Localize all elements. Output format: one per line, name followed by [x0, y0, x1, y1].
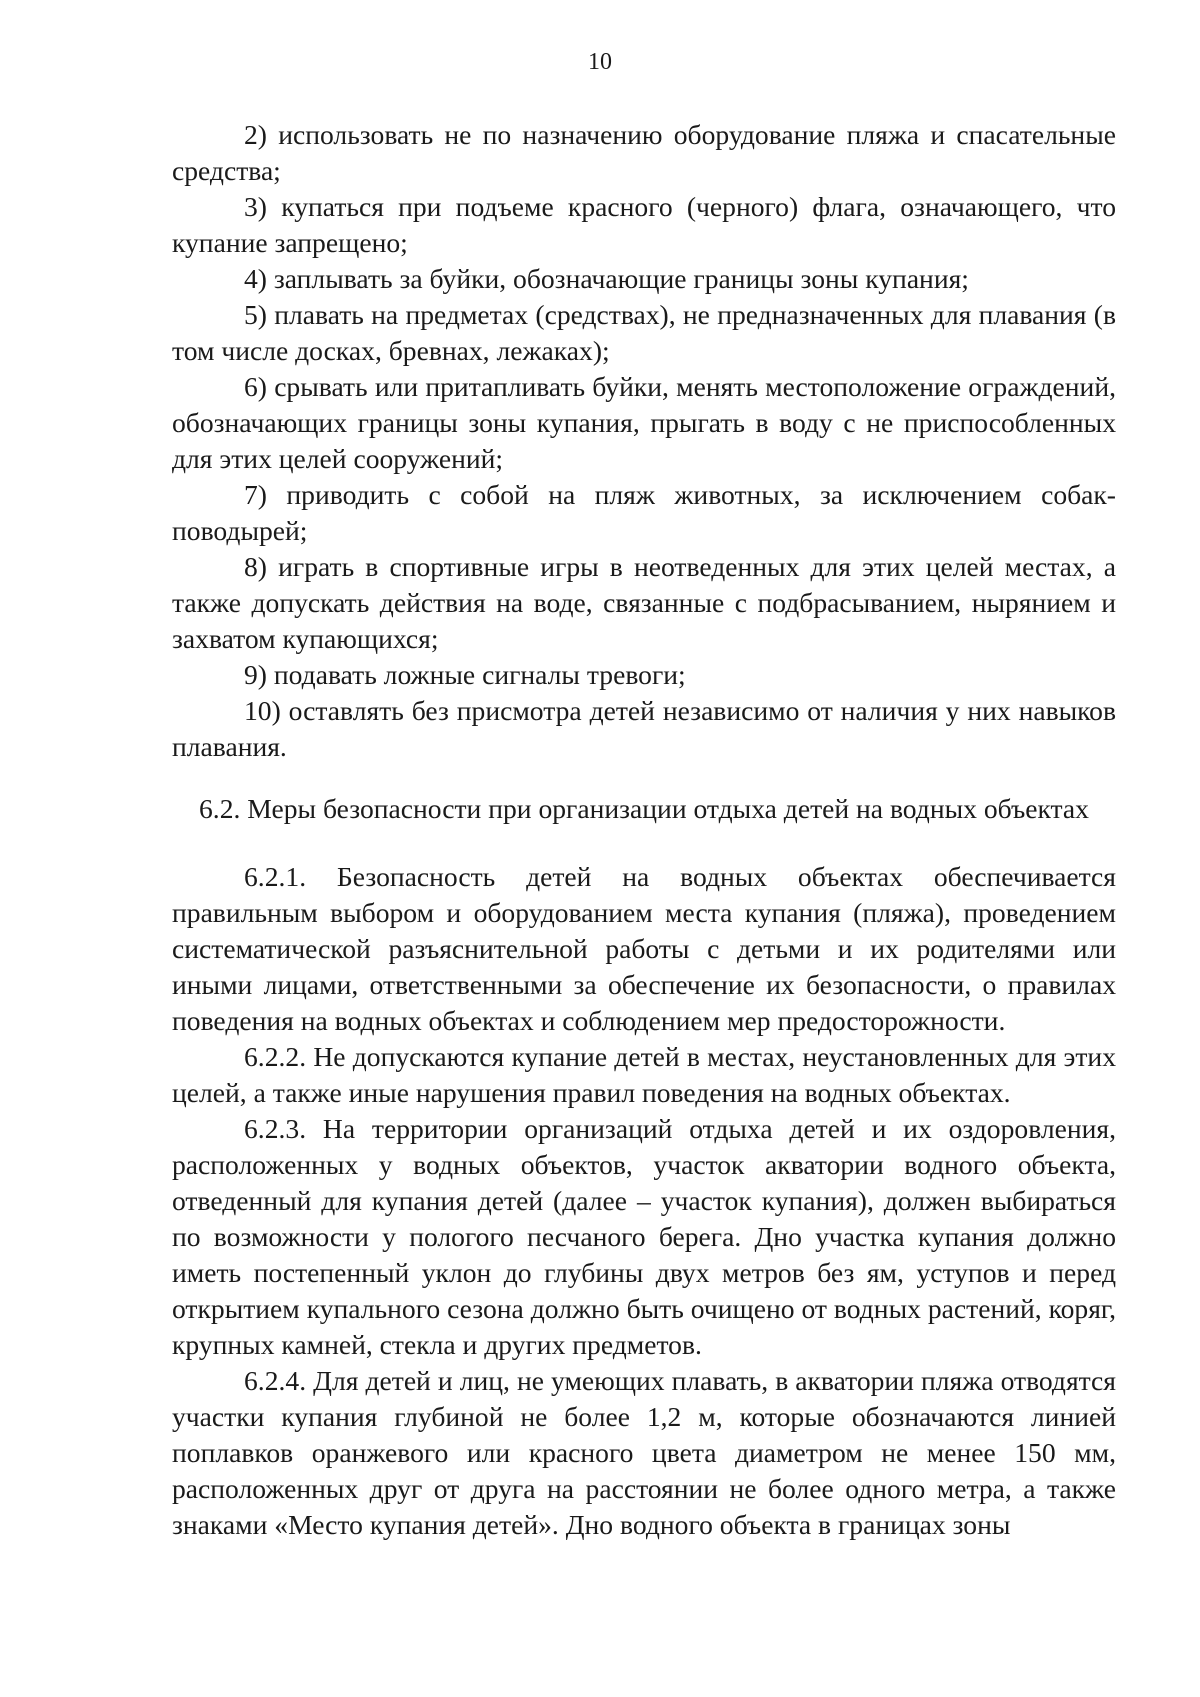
list-item: 6) срывать или притапливать буйки, менять местоположение ограждений, обозначающих границы зоны купания, прыгать в воду с не приспособленных для этих целей сооружений; [172, 371, 1116, 474]
list-item: 4) заплывать за буйки, обозначающие границы зоны купания; [244, 263, 969, 294]
list-item: 7) приводить с собой на пляж животных, за исключением собак-поводырей; [172, 479, 1116, 546]
list-item: 8) играть в спортивные игры в неотведенных для этих целей местах, а также допускать действия на воде, связанные с подбрасыванием, нырянием и захватом купающихся; [172, 551, 1116, 654]
paragraph-6-2-3: 6.2.3. На территории организаций отдыха детей и их оздоровления, расположенных у водных объектов, участок акватории водного объекта, отведенный для купания детей (далее – участок купания), должен выбираться по возможности у пологого песчаного берега. Дно участка купания должно иметь постепенный уклон до глубины двух метров без ям, уступов и перед открытием купального сезона должно быть очищено от водных растений, коряг, крупных камней, стекла и других предметов. [172, 1113, 1116, 1360]
list-item: 10) оставлять без присмотра детей независимо от наличия у них навыков плавания. [172, 695, 1116, 762]
list-item: 3) купаться при подъеме красного (черного) флага, означающего, что купание запрещено; [172, 191, 1116, 258]
paragraph-6-2-1: 6.2.1. Безопасность детей на водных объектах обеспечивается правильным выбором и оборудованием места купания (пляжа), проведением систематической разъяснительной работы с детьми и их родителями или иными лицами, ответственными за обеспечение их безопасности, о правилах поведения на водных объектах и соблюдением мер предосторожности. [172, 861, 1116, 1036]
paragraph-6-2-4: 6.2.4. Для детей и лиц, не умеющих плавать, в акватории пляжа отводятся участки купания глубиной не более 1,2 м, которые обозначаются линией поплавков оранжевого или красного цвета диаметром не менее 150 мм, расположенных друг от друга на расстоянии не более одного метра, а также знаками «Место купания детей». Дно водного объекта в границах зоны [172, 1365, 1116, 1540]
body-text [172, 117, 1116, 1543]
list-item: 9) подавать ложные сигналы тревоги; [244, 659, 686, 690]
paragraph-6-2-2: 6.2.2. Не допускаются купание детей в местах, неустановленных для этих целей, а также иные нарушения правил поведения на водных объектах. [172, 1041, 1116, 1108]
page-number: 10 [588, 49, 612, 75]
list-item: 5) плавать на предметах (средствах), не предназначенных для плавания (в том числе досках, бревнах, лежаках); [172, 299, 1116, 366]
list-item: 2) использовать не по назначению оборудование пляжа и спасательные средства; [172, 119, 1116, 186]
section-heading: 6.2. Меры безопасности при организации отдыха детей на водных объектах [199, 793, 1089, 824]
